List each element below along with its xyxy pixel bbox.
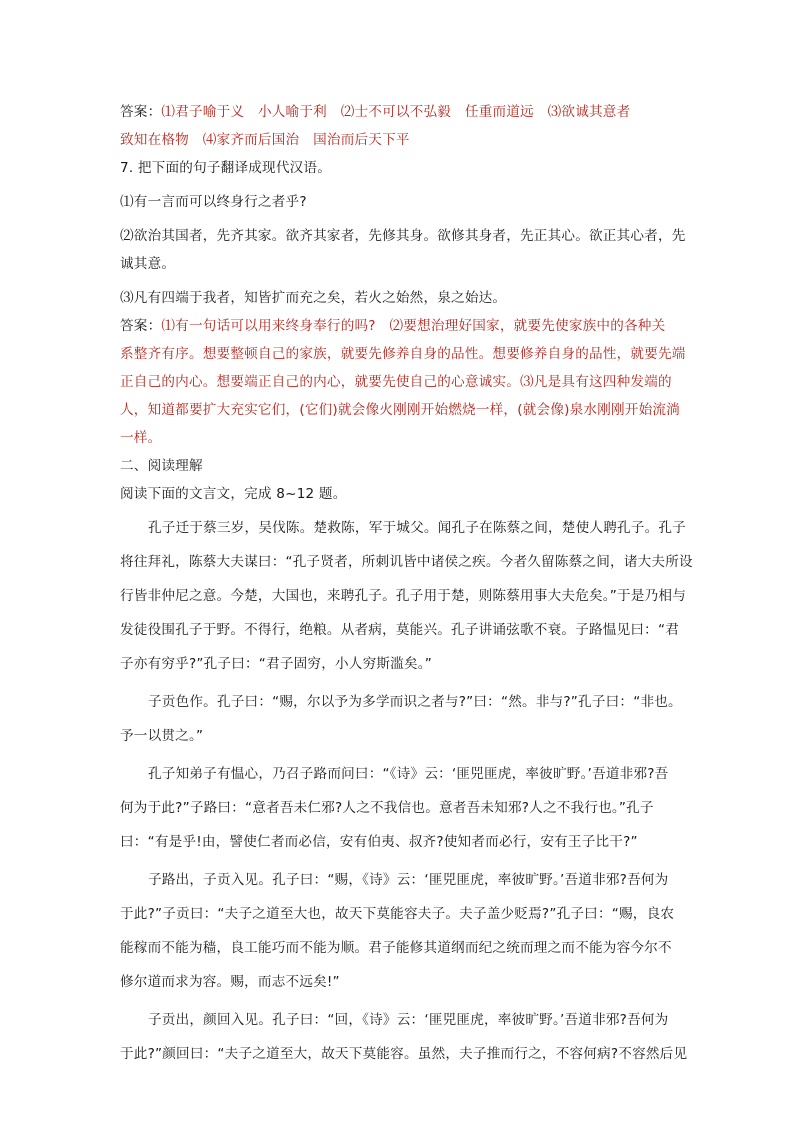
answer-7-line-4: 人，知道都要扩大充实它们，(它们)就会像火刚刚开始燃烧一样，(就会像)泉水刚刚开始流淌 xyxy=(120,402,680,418)
passage-p5-line-2: 于此?”颜回曰：“夫子之道至大，故天下莫能容。虽然，夫子推而行之，不容何病?不容然后见 xyxy=(120,1046,688,1062)
question-7-item-3: ⑶凡有四端于我者，知皆扩而充之矣，若火之始然，泉之始达。 xyxy=(120,290,507,306)
passage-p4-line-4: 修尔道而求为容。赐，而志不远矣!” xyxy=(120,974,340,990)
answer-6-line-1 xyxy=(120,98,680,126)
passage-p3-line-3: 曰：“有是乎!由，譬使仁者而必信，安有伯夷、叔齐?使知者而必行，安有王子比干?” xyxy=(120,834,638,850)
passage-p1-line-1: 孔子迁于蔡三岁，吴伐陈。楚救陈，军于城父。闻孔子在陈蔡之间，楚使人聘孔子。孔子 xyxy=(148,520,686,536)
answer-label: 答案： xyxy=(120,104,162,120)
answer-6-line-2: 致知在格物 ⑷家齐而后国治 国治而后天下平 xyxy=(120,132,410,148)
passage-p4-line-3: 能稼而不能为穑，良工能巧而不能为顺。君子能修其道纲而纪之统而理之而不能为容今尔不 xyxy=(120,940,672,956)
answer-7-line-1 xyxy=(120,312,680,340)
passage-p1-line-4: 发徒役围孔子于野。不得行，绝粮。从者病，莫能兴。孔子讲诵弦歌不衰。子路愠见曰：“君 xyxy=(120,622,679,638)
passage-p5-line-1: 子贡出，颜回入见。孔子曰：“回，《诗》云：‘匪兕匪虎，率彼旷野。’吾道非邪?吾何为 xyxy=(148,1012,669,1028)
section-2-intro: 阅读下面的文言文，完成 8~12 题。 xyxy=(120,486,347,502)
passage-p3-line-1: 孔子知弟子有愠心，乃召子路而问曰：“《诗》云：‘匪兕匪虎，率彼旷野。’吾道非邪?吾 xyxy=(148,766,669,782)
passage-p1-line-2: 将往拜礼，陈蔡大夫谋曰：“孔子贤者，所刺讥皆中诸侯之疾。今者久留陈蔡之间，诸大夫所设 xyxy=(120,554,693,570)
passage-p4-line-2: 于此?”子贡曰：“夫子之道至大也，故天下莫能容夫子。夫子盖少贬焉?”孔子曰：“赐，良农 xyxy=(120,906,675,922)
question-7-item-2-line-2: 诚其意。 xyxy=(120,256,176,272)
answer-label: 答案： xyxy=(120,318,162,334)
passage-p4-line-1: 子路出，子贡入见。孔子曰：“赐，《诗》云：‘匪兕匪虎，率彼旷野。’吾道非邪?吾何为 xyxy=(148,872,669,888)
passage-p2-line-1: 子贡色作。孔子曰：“赐，尔以予为多学而识之者与?”曰：“然。非与?”孔子曰：“非也。 xyxy=(148,694,682,710)
section-2-heading: 二、阅读理解 xyxy=(120,458,203,474)
passage-p1-line-5: 子亦有穷乎?”孔子曰：“君子固穷，小人穷斯滥矣。” xyxy=(120,656,433,672)
passage-p1-line-3: 行皆非仲尼之意。今楚，大国也，来聘孔子。孔子用于楚，则陈蔡用事大夫危矣。”于是乃相与 xyxy=(120,588,686,604)
answer-7-line-3: 正自己的内心。想要端正自己的内心，就要先使自己的心意诚实。⑶凡是具有这四种发端的 xyxy=(120,374,672,390)
answer-7-text: ⑴有一句话可以用来终身奉行的吗? ⑵要想治理好国家，就要先使家族中的各种关 xyxy=(161,318,666,334)
question-7-item-2-line-1: ⑵欲治其国者，先齐其家。欲齐其家者，先修其身。欲修其身者，先正其心。欲正其心者，先 xyxy=(120,228,686,244)
question-7-item-1: ⑴有一言而可以终身行之者乎? xyxy=(120,194,307,210)
answer-6-text: ⑴君子喻于义 小人喻于利 ⑵士不可以不弘毅 任重而道远 ⑶欲诚其意者 xyxy=(161,104,631,120)
passage-p2-line-2: 予一以贯之。” xyxy=(120,728,204,744)
document-content xyxy=(120,98,693,1068)
question-7-title: 7. 把下面的句子翻译成现代汉语。 xyxy=(120,160,332,176)
answer-7-line-2: 系整齐有序。想要整顿自己的家族，就要先修养自身的品性。想要修养自身的品性，就要先端 xyxy=(120,346,686,362)
answer-7-line-5: 一样。 xyxy=(120,430,162,446)
passage-p3-line-2: 何为于此?”子路曰：“意者吾未仁邪?人之不我信也。意者吾未知邪?人之不我行也。”孔子 xyxy=(120,800,654,816)
